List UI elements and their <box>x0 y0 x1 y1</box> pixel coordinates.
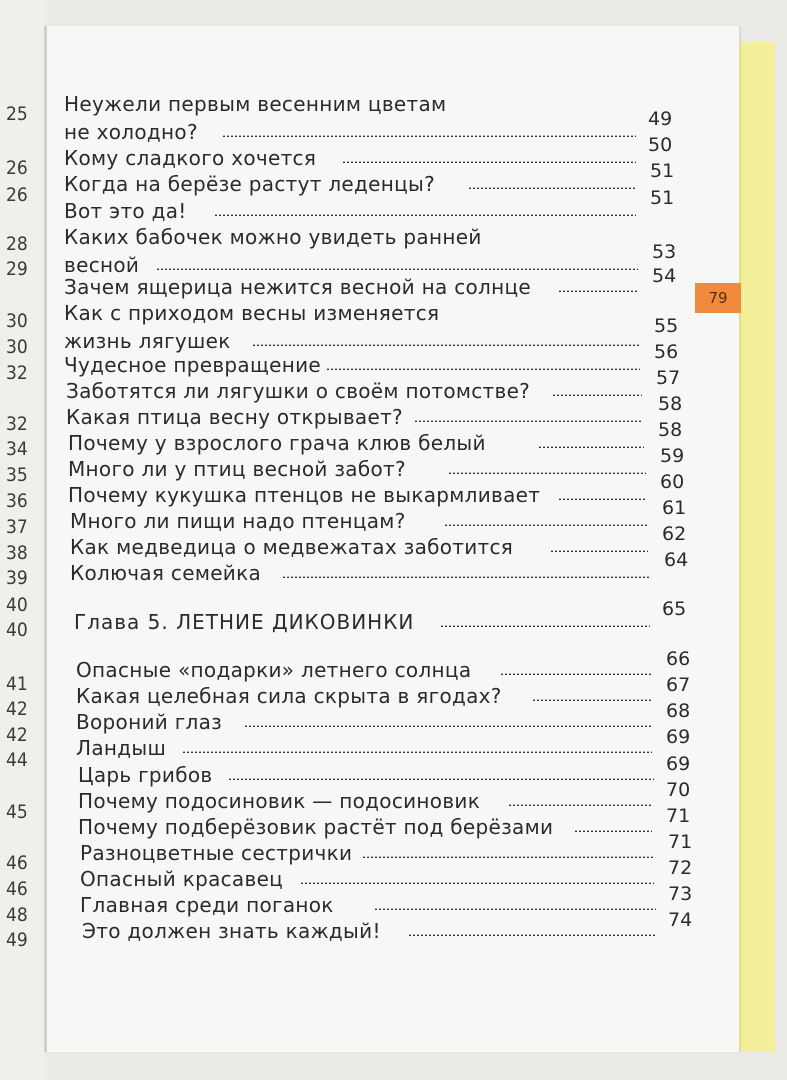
leader-dots <box>558 290 638 292</box>
toc-page-number: 50 <box>648 134 673 156</box>
left-page-number: 28 <box>6 233 28 255</box>
toc-page-number: 74 <box>668 909 693 931</box>
left-page-number: 41 <box>6 673 28 695</box>
toc-entry-title: Царь грибов <box>78 763 213 787</box>
toc-page-number: 56 <box>654 341 679 363</box>
toc-entry-title: Какая целебная сила скрыта в ягодах? <box>76 684 502 708</box>
leader-dots <box>500 673 652 675</box>
toc-page-number: 65 <box>662 598 687 620</box>
toc-page-number: 57 <box>656 367 681 389</box>
left-page-number: 49 <box>6 929 28 951</box>
toc-entry[interactable] <box>80 831 693 869</box>
leader-dots <box>552 394 642 396</box>
toc-entry[interactable] <box>68 445 685 485</box>
left-page-number: 40 <box>6 619 28 641</box>
left-page-number: 30 <box>6 310 28 332</box>
toc-page-number: 68 <box>666 700 691 722</box>
toc-entry[interactable] <box>70 497 687 537</box>
leader-dots <box>414 420 642 422</box>
left-page-number: 30 <box>6 336 28 358</box>
toc-entry-title: Много ли у птиц весной забот? <box>68 457 406 481</box>
toc-page-number: 62 <box>662 523 687 545</box>
toc-page-number: 69 <box>666 753 691 775</box>
toc-entry[interactable] <box>78 779 691 817</box>
toc-entry[interactable] <box>64 160 675 200</box>
toc-entry-title-line1: Неужели первым весенним цветам <box>64 92 447 116</box>
toc-entry[interactable] <box>64 108 673 148</box>
leader-dots <box>374 908 656 910</box>
toc-entry[interactable] <box>82 909 694 947</box>
leader-dots <box>558 498 646 500</box>
leader-dots <box>244 725 652 727</box>
leader-dots <box>282 576 650 578</box>
leader-dots <box>300 882 654 884</box>
toc-entry-title: Когда на берёзе растут леденцы? <box>64 172 436 196</box>
toc-entry-title: Почему подберёзовик растёт под берёзами <box>78 815 554 839</box>
leader-dots <box>156 268 638 270</box>
toc-entry-title: Почему кукушка птенцов не выкармливает <box>68 483 541 507</box>
toc-page-number: 67 <box>666 674 691 696</box>
toc-entry-title: жизнь лягушек <box>64 329 231 353</box>
toc-entry[interactable] <box>78 753 691 791</box>
toc-entry[interactable] <box>80 857 693 895</box>
left-page-number: 29 <box>6 258 28 280</box>
toc-entry-title: Опасный красавец <box>80 867 284 891</box>
left-page-number: 45 <box>6 801 28 823</box>
toc-entry-title: Ландыш <box>76 736 167 760</box>
left-page-number: 35 <box>6 464 28 486</box>
left-page-number: 36 <box>6 490 28 512</box>
leader-dots <box>574 830 652 832</box>
leader-dots <box>362 856 654 858</box>
toc-entry-title: Вот это да! <box>64 199 187 223</box>
toc-entry[interactable] <box>80 883 694 921</box>
toc-entry[interactable] <box>68 419 683 459</box>
toc-page-number: 64 <box>664 549 689 571</box>
leader-dots <box>326 368 640 370</box>
leader-dots <box>342 161 636 163</box>
leader-dots <box>440 625 650 627</box>
toc-entry-title: Зачем ящерица нежится весной на солнце <box>64 275 532 299</box>
toc-entry[interactable] <box>66 393 683 433</box>
toc-entry[interactable] <box>76 674 691 712</box>
leader-dots <box>444 524 648 526</box>
leader-dots <box>508 804 652 806</box>
leader-dots <box>468 187 636 189</box>
toc-entry[interactable] <box>76 700 691 738</box>
toc-entry-title: Опасные «подарки» летнего солнца <box>76 658 472 682</box>
leader-dots <box>252 344 640 346</box>
left-page-number: 32 <box>6 413 28 435</box>
toc-entry-title: Вороний глаз <box>76 710 223 734</box>
left-page-number: 32 <box>6 362 28 384</box>
toc-page-number: 70 <box>666 779 691 801</box>
leader-dots <box>532 699 652 701</box>
toc-entry-title: Кому сладкого хочется <box>64 146 317 170</box>
toc-entry-title: Чудесное превращение <box>64 353 321 377</box>
toc-entry[interactable] <box>76 726 691 764</box>
toc-entry[interactable] <box>70 549 689 589</box>
leader-dots <box>228 778 654 780</box>
toc-entry-title: Главная среди поганок <box>80 893 334 917</box>
toc-entry-title: Заботятся ли лягушки о своём потомстве? <box>66 379 531 403</box>
left-page-number: 38 <box>6 542 28 564</box>
toc-entry-title: Какая птица весну открывает? <box>66 405 403 429</box>
toc-page-number: 61 <box>662 497 687 519</box>
toc-page-number: 69 <box>666 726 691 748</box>
toc-entry-title: Много ли пищи надо птенцам? <box>70 509 406 533</box>
left-page-number: 42 <box>6 724 28 746</box>
leader-dots <box>538 446 644 448</box>
toc-entry-title: Разноцветные сестрички <box>80 841 353 865</box>
toc-page-number: 51 <box>650 160 675 182</box>
left-page-number: 40 <box>6 594 28 616</box>
left-page-number: 44 <box>6 749 28 771</box>
toc-entry[interactable] <box>64 134 673 174</box>
toc-page-number: 66 <box>666 648 691 670</box>
toc-page-number: 55 <box>654 315 679 337</box>
leader-dots <box>182 751 652 753</box>
toc-entry[interactable] <box>70 523 687 563</box>
toc-entry-title-line1: Как с приходом весны изменяется <box>64 301 440 325</box>
toc-entry[interactable] <box>66 367 681 407</box>
left-page-number: 46 <box>6 852 28 874</box>
left-page-number: 26 <box>6 184 28 206</box>
toc-page-number: 53 <box>652 241 677 263</box>
toc-entry[interactable] <box>68 471 685 511</box>
toc-page-number: 71 <box>666 805 691 827</box>
toc-page-number: 72 <box>668 857 693 879</box>
toc-entry-title: Как медведица о медвежатах заботится <box>70 535 514 559</box>
toc-page-number: 58 <box>658 393 683 415</box>
left-page-number: 48 <box>6 904 28 926</box>
toc-page-number: 59 <box>660 445 685 467</box>
toc-entry[interactable] <box>64 187 675 227</box>
toc-page-number: 49 <box>648 108 673 130</box>
left-page-number: 25 <box>6 103 28 125</box>
chapter-title: Глава 5. ЛЕТНИЕ ДИКОВИНКИ <box>74 610 415 634</box>
leader-dots <box>550 550 648 552</box>
toc-entry-title: Почему подосиновик — подосиновик <box>78 789 481 813</box>
toc-page-number: 60 <box>660 471 685 493</box>
toc-page-number: 71 <box>668 831 693 853</box>
toc-entry[interactable] <box>78 805 692 843</box>
toc-page-number: 73 <box>668 883 693 905</box>
toc-entry[interactable] <box>64 265 677 303</box>
toc-page-number: 51 <box>650 187 675 209</box>
left-page-number: 39 <box>6 567 28 589</box>
page-number-tab: 79 <box>695 283 741 313</box>
leader-dots <box>222 135 636 137</box>
leader-dots <box>408 934 656 936</box>
toc-page-number: 58 <box>658 419 683 441</box>
toc-entry[interactable] <box>76 648 691 686</box>
toc-entry-title: Колючая семейка <box>70 561 262 585</box>
toc-entry-title: Почему у взрослого грача клюв белый <box>68 431 486 455</box>
left-page-number: 37 <box>6 516 28 538</box>
leader-dots <box>448 472 646 474</box>
left-page-number: 46 <box>6 878 28 900</box>
toc-entry-title: не холодно? <box>64 120 198 144</box>
toc-entry-title-line1: Каких бабочек можно увидеть ранней <box>64 225 482 249</box>
leader-dots <box>214 214 636 216</box>
chapter-heading[interactable] <box>74 598 688 638</box>
toc-entry-title: Это должен знать каждый! <box>82 919 381 943</box>
left-page-number: 26 <box>6 157 28 179</box>
toc-page-number: 54 <box>652 265 677 287</box>
left-page-number: 42 <box>6 698 28 720</box>
toc-entry-title: весной <box>64 253 140 277</box>
left-page-number: 34 <box>6 438 28 460</box>
